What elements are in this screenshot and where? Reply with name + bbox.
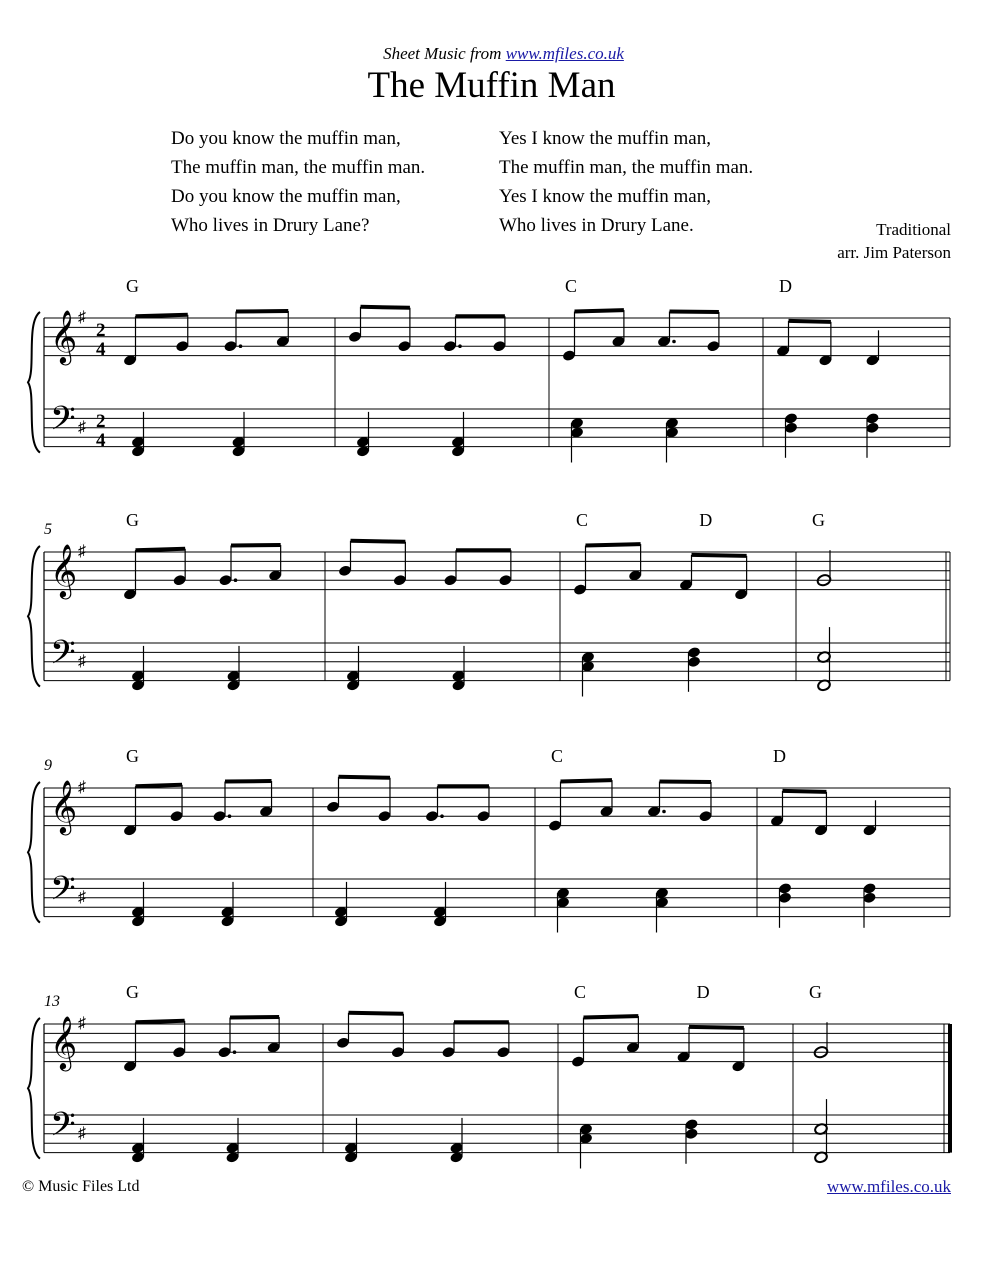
beam [136, 315, 188, 316]
music-system [28, 541, 950, 697]
beam [586, 544, 641, 545]
beam [692, 555, 747, 556]
beam [783, 791, 827, 792]
source-link[interactable]: www.mfiles.co.uk [505, 44, 624, 63]
chord-symbol: D [696, 982, 710, 1002]
composer-credit: Traditional [876, 220, 951, 239]
sharp-icon: ♯ [78, 779, 86, 796]
beam [351, 541, 406, 542]
dot [440, 814, 444, 818]
bass-clef-icon: 𝄢 [50, 870, 76, 915]
treble-clef-icon: 𝄞 [50, 781, 78, 832]
treble-clef-icon: 𝄞 [50, 1017, 78, 1068]
dot [228, 814, 232, 818]
chord-symbol: D [773, 746, 786, 766]
time-signature: 4 [96, 339, 106, 360]
lyric-line: Do you know the muffin man, [171, 186, 401, 207]
dot [458, 344, 462, 348]
sharp-icon: ♯ [78, 419, 86, 436]
brace [28, 312, 40, 453]
beam [789, 321, 831, 322]
dot [239, 344, 243, 348]
chord-symbol: G [812, 510, 825, 530]
copyright-notice: © Music Files Ltd [22, 1178, 140, 1195]
measure-number: 9 [44, 757, 52, 774]
chord-symbol: C [574, 982, 587, 1002]
bass-clef-icon: 𝄢 [50, 1106, 76, 1151]
sharp-icon: ♯ [78, 1125, 86, 1142]
chord-symbol: C [576, 510, 589, 530]
measure-number: 5 [44, 521, 52, 538]
brace [28, 782, 40, 923]
brace [28, 1018, 40, 1159]
measure-number: 13 [44, 993, 60, 1010]
beam [361, 307, 410, 308]
beam [584, 1016, 639, 1017]
music-system [28, 1013, 952, 1169]
dot [672, 340, 676, 344]
lyric-line: Yes I know the muffin man, [499, 128, 711, 149]
lyric-line: The muffin man, the muffin man. [499, 157, 754, 178]
lyric-line: The muffin man, the muffin man. [171, 157, 426, 178]
chord-symbol: G [126, 982, 139, 1002]
lyric-line: Who lives in Drury Lane? [171, 215, 370, 236]
beam [339, 777, 390, 778]
dot [233, 1050, 237, 1054]
lyric-line: Do you know the muffin man, [171, 128, 401, 149]
bass-clef-icon: 𝄢 [50, 634, 76, 679]
sharp-icon: ♯ [78, 1015, 86, 1032]
lyric-line: Who lives in Drury Lane. [499, 215, 694, 236]
final-barline [948, 1024, 952, 1153]
time-signature: 2 [96, 411, 106, 432]
sharp-icon: ♯ [78, 309, 86, 326]
chord-symbol: G [126, 276, 139, 296]
beam [561, 780, 612, 781]
arranger-credit: arr. Jim Paterson [837, 242, 951, 262]
sharp-icon: ♯ [78, 543, 86, 560]
chord-symbol: D [699, 510, 713, 530]
footer-site-link-wrap [827, 1177, 951, 1197]
dot [234, 578, 238, 582]
treble-clef-icon: 𝄞 [50, 545, 78, 596]
beam [349, 1013, 404, 1014]
sharp-icon: ♯ [78, 889, 86, 906]
dot [662, 810, 666, 814]
chord-symbol: G [126, 510, 139, 530]
chord-symbol: D [779, 276, 792, 296]
time-signature: 4 [96, 430, 106, 451]
beam [689, 1027, 744, 1028]
brace [28, 546, 40, 687]
chord-symbol: C [565, 276, 578, 296]
chord-symbol: G [809, 982, 822, 1002]
page-title: The Muffin Man [367, 65, 616, 106]
treble-clef-icon: 𝄞 [50, 311, 78, 362]
sharp-icon: ♯ [78, 653, 86, 670]
beam [575, 310, 624, 311]
music-system [28, 777, 950, 933]
beam [136, 1021, 185, 1022]
lyric-line: Yes I know the muffin man, [499, 186, 711, 207]
chord-symbol: G [126, 746, 139, 766]
bass-clef-icon: 𝄢 [50, 400, 76, 445]
chord-symbol: C [551, 746, 564, 766]
source-prefix: Sheet Music from [383, 44, 506, 63]
footer-site-link[interactable]: www.mfiles.co.uk [826, 1177, 951, 1196]
beam [136, 549, 186, 550]
music-system [28, 307, 950, 463]
beam [136, 785, 183, 786]
time-signature: 2 [96, 320, 106, 341]
